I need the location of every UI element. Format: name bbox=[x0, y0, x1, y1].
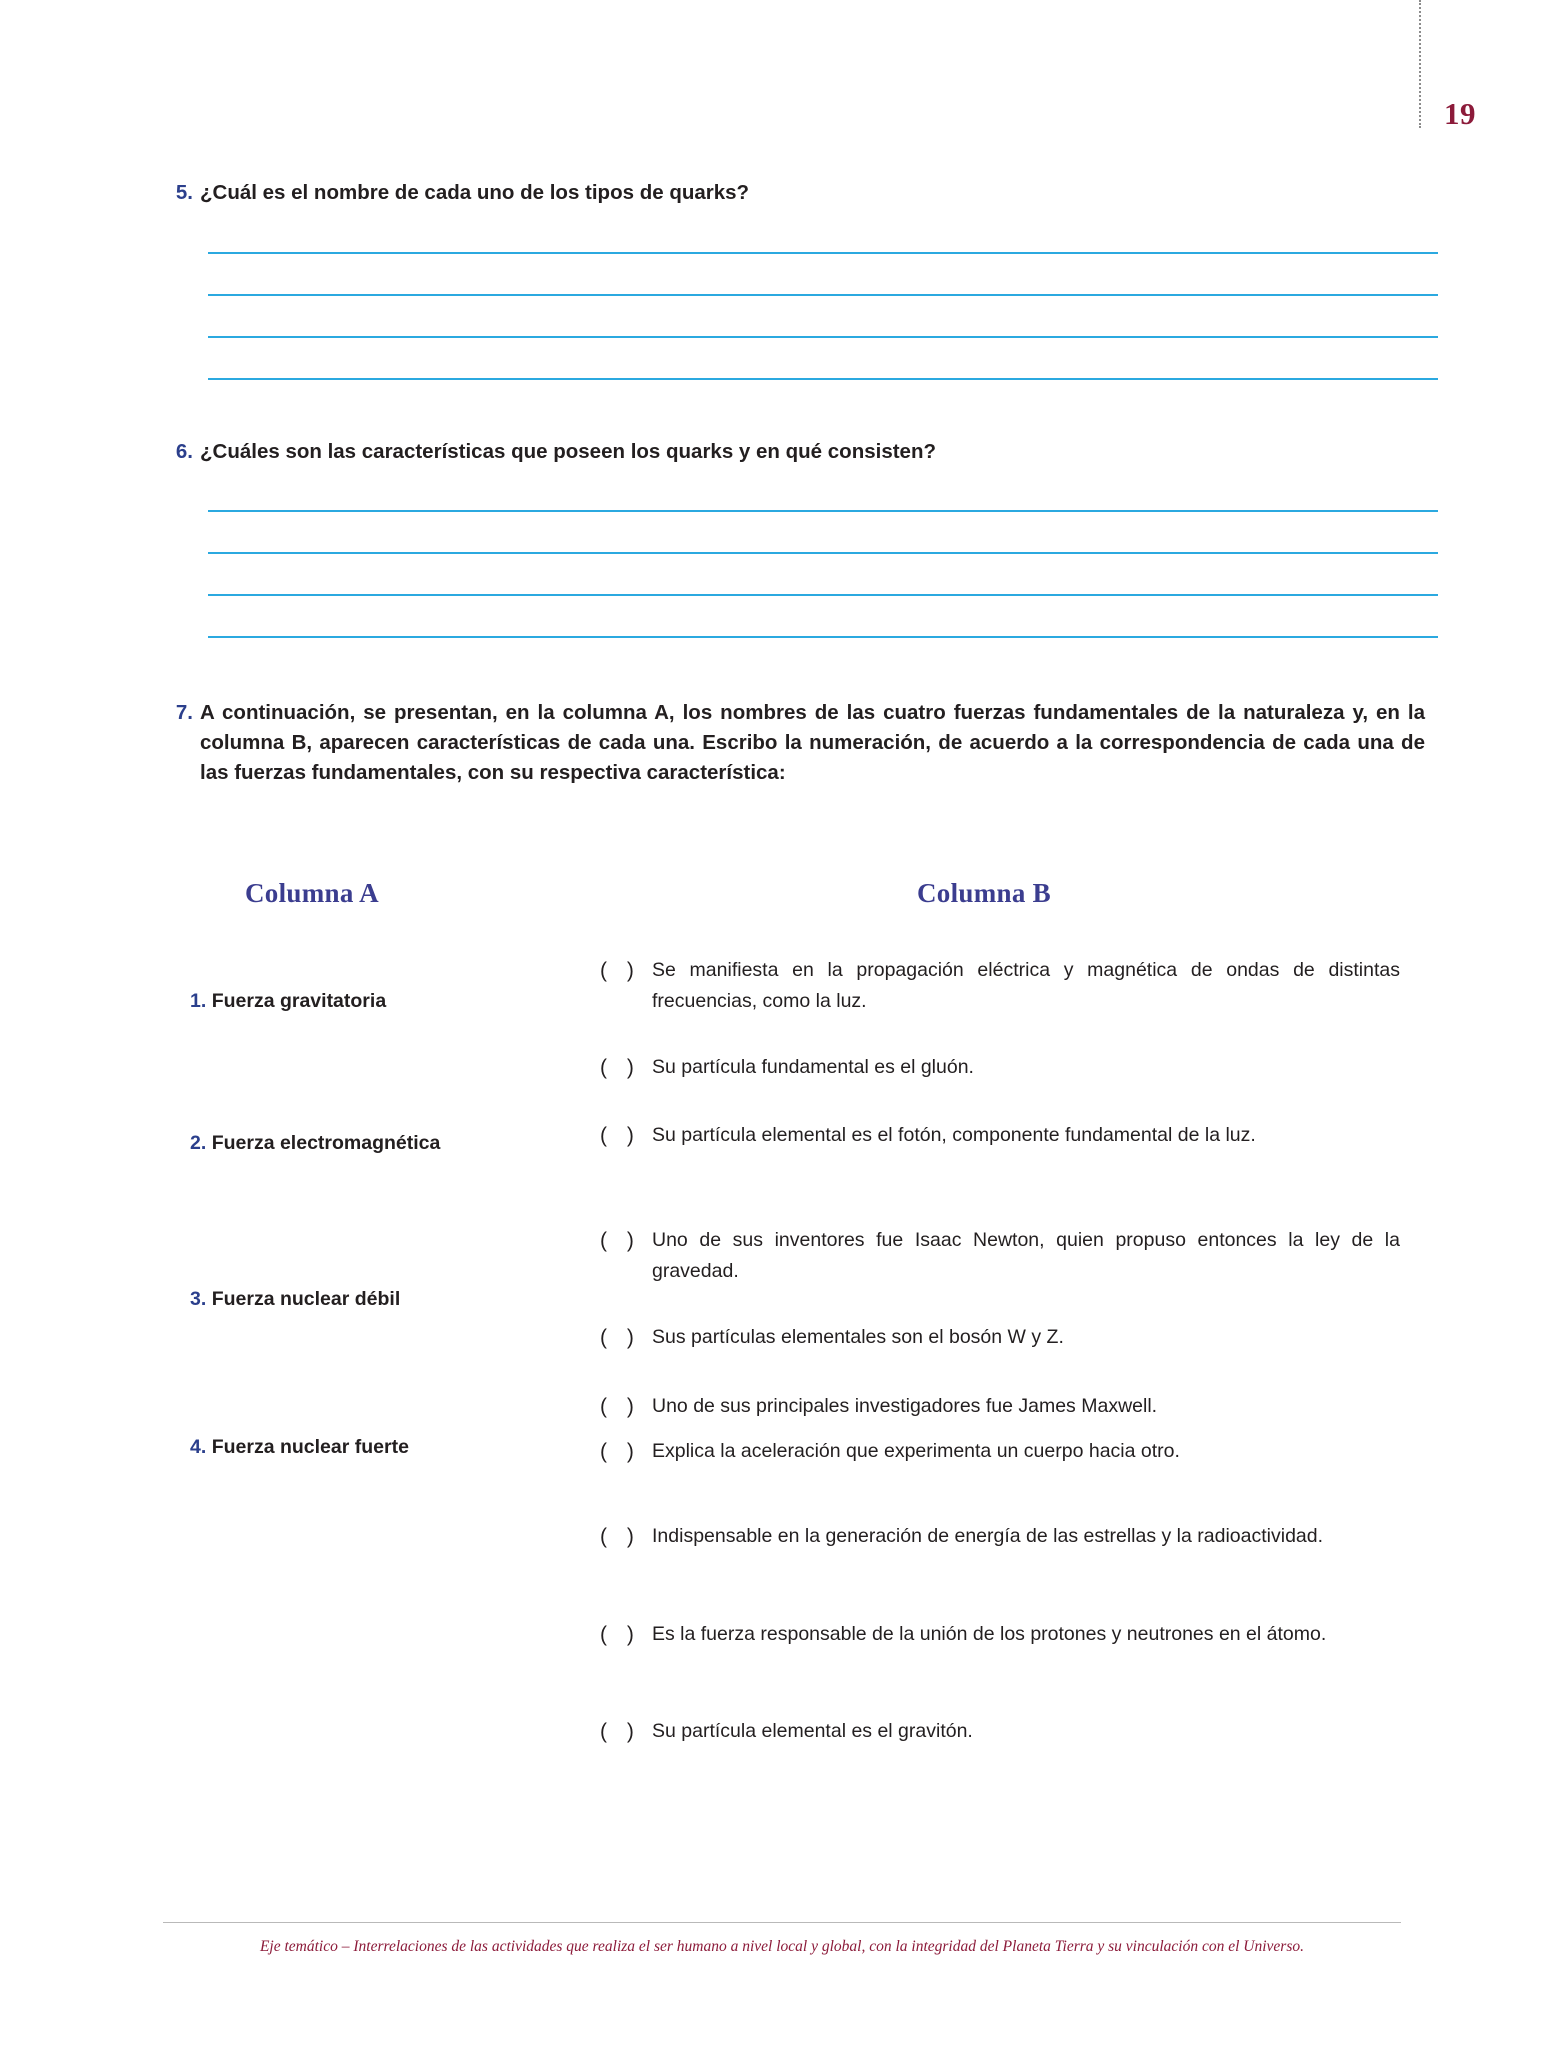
column-b-row-10[interactable] bbox=[600, 1716, 1400, 1747]
column-b-row-3[interactable] bbox=[600, 1120, 1400, 1151]
question-5-text: ¿Cuál es el nombre de cada uno de los tipos de quarks? bbox=[200, 181, 750, 204]
column-b-text-9: Es la fuerza responsable de la unión de los protones y neutrones en el átomo. bbox=[652, 1623, 1327, 1645]
column-a-item-4-label: Fuerza nuclear fuerte bbox=[211, 1436, 409, 1458]
column-b-row-5[interactable] bbox=[600, 1322, 1400, 1353]
question-5-number: 5. bbox=[175, 181, 193, 204]
blank-parentheses-5[interactable]: ( ) bbox=[600, 1326, 641, 1349]
column-b-heading: Columna B bbox=[917, 878, 1051, 908]
answer-line[interactable] bbox=[208, 510, 1438, 512]
column-a-item-2-label: Fuerza electromagnética bbox=[211, 1132, 441, 1154]
question-5 bbox=[163, 178, 749, 208]
column-a-item-4-index: 4. bbox=[190, 1436, 207, 1458]
column-b-text-7: Explica la aceleración que experimenta un cuerpo hacia otro. bbox=[652, 1440, 1180, 1462]
column-a-item-3-label: Fuerza nuclear débil bbox=[211, 1288, 401, 1310]
column-b-row-4[interactable] bbox=[600, 1225, 1400, 1287]
footer-note: Eje temático – Interrelaciones de las actividades que realiza el ser humano a nivel local y global, con la integridad del Planeta Tierra y su vinculación con el Universo. bbox=[259, 1938, 1305, 1955]
question-6-text: ¿Cuáles son las características que poseen los quarks y en qué consisten? bbox=[200, 440, 936, 463]
blank-parentheses-3[interactable]: ( ) bbox=[600, 1124, 641, 1147]
answer-line[interactable] bbox=[208, 378, 1438, 380]
blank-parentheses-8[interactable]: ( ) bbox=[600, 1525, 641, 1548]
column-a-item-2-index: 2. bbox=[190, 1132, 207, 1154]
question-7-number: 7. bbox=[175, 701, 193, 724]
question-6-answer-lines[interactable] bbox=[208, 510, 1438, 638]
column-b-row-6[interactable] bbox=[600, 1391, 1400, 1422]
column-b-row-8[interactable] bbox=[600, 1521, 1400, 1552]
column-b-row-7[interactable] bbox=[600, 1436, 1400, 1467]
blank-parentheses-4[interactable]: ( ) bbox=[600, 1229, 641, 1252]
question-6-number: 6. bbox=[175, 440, 193, 463]
column-b-text-8: Indispensable en la generación de energía de las estrellas y la radioactividad. bbox=[652, 1525, 1324, 1547]
column-a-heading: Columna A bbox=[245, 878, 379, 908]
column-b-text-4: Uno de sus inventores fue Isaac Newton, quien propuso entonces la ley de la gravedad. bbox=[652, 1229, 1400, 1282]
answer-line[interactable] bbox=[208, 336, 1438, 338]
column-b-text-1: Se manifiesta en la propagación eléctrica y magnética de ondas de distintas frecuencias, como la luz. bbox=[652, 959, 1400, 1012]
page-number-divider bbox=[1419, 0, 1421, 128]
column-a-item-1-index: 1. bbox=[190, 990, 207, 1012]
footer-divider bbox=[163, 1922, 1401, 1923]
answer-line[interactable] bbox=[208, 636, 1438, 638]
column-b-row-9[interactable] bbox=[600, 1619, 1400, 1650]
question-7-text: A continuación, se presentan, en la columna A, los nombres de las cuatro fuerzas fundamentales de la naturaleza y, en la columna B, aparecen características de cada una. Escribo la numeración, de acuerdo a la correspondencia de cada una de las fuerzas fundamentales, con su respectiva característica: bbox=[200, 701, 1425, 784]
column-b-text-2: Su partícula fundamental es el gluón. bbox=[652, 1056, 974, 1078]
column-a-item-3 bbox=[190, 1288, 400, 1311]
column-a-item-1-label: Fuerza gravitatoria bbox=[211, 990, 387, 1012]
column-b-text-6: Uno de sus principales investigadores fue James Maxwell. bbox=[652, 1395, 1158, 1417]
column-a-item-1 bbox=[190, 990, 386, 1013]
column-b-row-1[interactable] bbox=[600, 955, 1400, 1017]
column-b-text-10: Su partícula elemental es el gravitón. bbox=[652, 1720, 973, 1742]
blank-parentheses-6[interactable]: ( ) bbox=[600, 1395, 641, 1418]
column-b-text-3: Su partícula elemental es el fotón, componente fundamental de la luz. bbox=[652, 1124, 1256, 1146]
answer-line[interactable] bbox=[208, 252, 1438, 254]
column-a-item-2 bbox=[190, 1132, 440, 1155]
answer-line[interactable] bbox=[208, 594, 1438, 596]
question-7 bbox=[163, 698, 1425, 788]
answer-line[interactable] bbox=[208, 552, 1438, 554]
question-5-answer-lines[interactable] bbox=[208, 252, 1438, 380]
column-a-item-4 bbox=[190, 1436, 409, 1459]
blank-parentheses-9[interactable]: ( ) bbox=[600, 1623, 641, 1646]
question-6 bbox=[163, 437, 936, 467]
column-b-row-2[interactable] bbox=[600, 1052, 1400, 1083]
column-a-item-3-index: 3. bbox=[190, 1288, 207, 1310]
blank-parentheses-10[interactable]: ( ) bbox=[600, 1720, 641, 1743]
answer-line[interactable] bbox=[208, 294, 1438, 296]
page-number: 19 bbox=[1444, 96, 1476, 131]
blank-parentheses-7[interactable]: ( ) bbox=[600, 1440, 641, 1463]
blank-parentheses-1[interactable]: ( ) bbox=[600, 959, 641, 982]
blank-parentheses-2[interactable]: ( ) bbox=[600, 1056, 641, 1079]
column-b-text-5: Sus partículas elementales son el bosón W y Z. bbox=[652, 1326, 1064, 1348]
